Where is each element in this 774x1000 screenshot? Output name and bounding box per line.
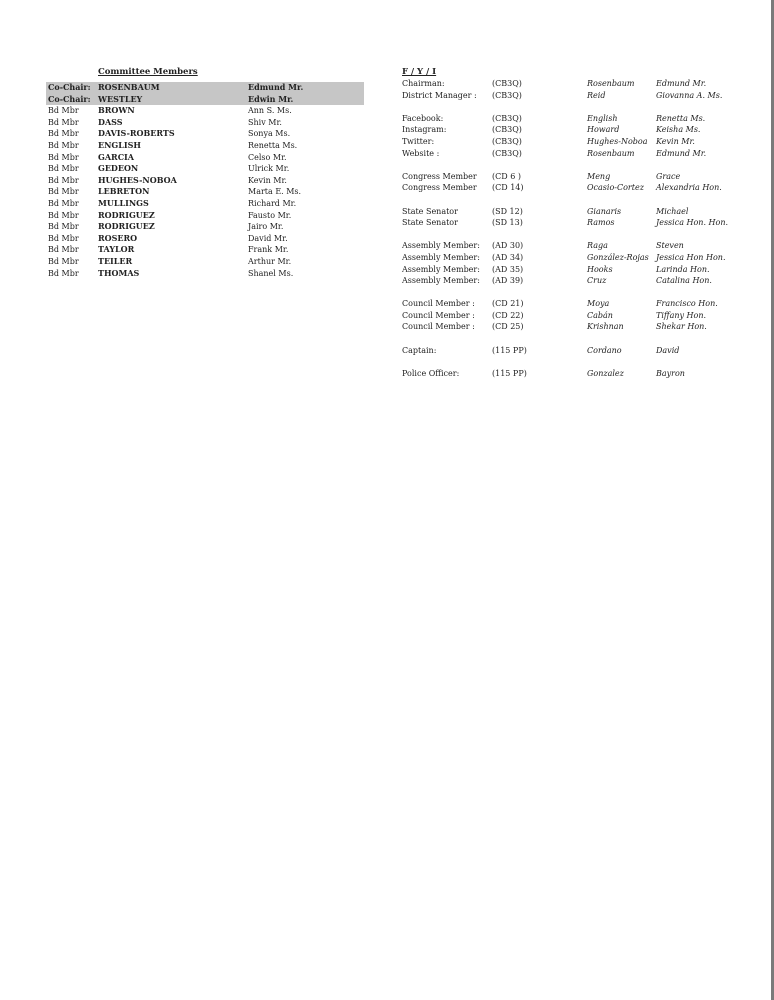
member-role: Bd Mbr [48,117,79,127]
member-role: Bd Mbr [48,175,79,185]
member-role: Bd Mbr [48,222,79,232]
member-last-name: MULLINGS [98,197,149,208]
member-role: Co-Chair: [48,93,91,104]
contact-district-code: (AD 34) [492,252,524,262]
member-role: Co-Chair: [48,82,91,92]
member-role: Bd Mbr [48,152,79,162]
fyi-contact-row [400,148,740,160]
committee-title: Committee Members [98,67,198,77]
contact-district-code: (AD 35) [492,264,524,274]
fyi-contact-row [400,252,740,264]
fyi-contact-row [400,275,740,287]
member-first-name: Shiv Mr. [248,117,282,127]
member-first-name: Fausto Mr. [248,210,292,220]
committee-member-row [46,105,364,117]
contact-title: Assembly Member: [402,276,480,286]
committee-member-row [46,256,364,268]
fyi-contact-row [400,240,740,252]
contact-last-name: Cabán [587,310,613,320]
member-role: Bd Mbr [48,187,79,197]
committee-member-row [46,198,364,210]
contact-district-code: (CD 22) [492,310,524,320]
contact-district-code: (CB3Q) [492,79,522,88]
contact-district-code: (AD 39) [492,276,524,286]
contact-title: Assembly Member: [402,264,480,274]
contact-first-name: Tiffany Hon. [656,310,707,320]
committee-member-row [46,140,364,152]
member-first-name: Celso Mr. [248,152,287,162]
contact-last-name: Meng [587,171,611,181]
member-first-name: Richard Mr. [248,198,297,208]
contact-district-code: (CB3Q) [492,90,522,100]
contact-district-code: (CB3Q) [492,136,522,146]
member-last-name: ROSERO [98,232,138,243]
contact-district-code: (AD 30) [492,241,524,251]
committee-member-row [46,152,364,164]
contact-title: State Senator [402,218,458,228]
contact-first-name: Francisco Hon. [656,299,718,309]
fyi-contact-row [400,321,740,333]
committee-member-row [46,82,364,94]
member-last-name: GARCIA [98,151,135,162]
fyi-contact-row [400,298,740,310]
row-spacer [400,356,740,368]
member-last-name: RODRIGUEZ [98,209,155,220]
committee-member-row [46,268,364,280]
contact-first-name: Shekar Hon. [656,322,707,332]
contact-title: Assembly Member: [402,241,480,251]
member-last-name: GEDEON [98,163,139,174]
contact-first-name: Edmund Mr. [656,79,707,88]
contact-title: Council Member : [402,310,475,320]
contact-last-name: Cordano [587,345,622,355]
fyi-title: F / Y / I [402,67,437,77]
member-role: Bd Mbr [48,245,79,255]
contact-last-name: González-Rojas [587,252,649,262]
contact-last-name: Krishnan [587,322,624,332]
fyi-contact-row [400,136,740,148]
contact-title: State Senator [402,206,458,216]
contact-first-name: Larinda Hon. [656,264,710,274]
contact-last-name: Reid [587,90,606,100]
fyi-contact-list [400,78,740,379]
committee-member-row [46,163,364,175]
contact-title: Instagram: [402,125,447,135]
row-spacer [400,194,740,206]
contact-title: Chairman: [402,79,445,88]
member-role: Bd Mbr [48,164,79,174]
member-role: Bd Mbr [48,140,79,150]
fyi-contact-row [400,124,740,136]
row-spacer [400,101,740,113]
member-role: Bd Mbr [48,198,79,208]
contact-title: Congress Member [402,183,477,193]
contact-district-code: (SD 12) [492,206,523,216]
fyi-contact-row [400,345,740,357]
member-last-name: DAVIS-ROBERTS [98,128,175,139]
committee-member-row [46,221,364,233]
member-last-name: THOMAS [98,267,140,278]
contact-last-name: Hooks [587,264,613,274]
member-last-name: BROWN [98,105,135,116]
member-last-name: TEILER [98,255,133,266]
contact-title: Police Officer: [402,368,460,378]
contact-last-name: Moya [587,299,610,309]
member-last-name: HUGHES-NOBOA [98,174,177,185]
contact-district-code: (115 PP) [492,345,527,355]
member-role: Bd Mbr [48,210,79,220]
contact-last-name: Cruz [587,276,607,286]
contact-first-name: Catalina Hon. [656,276,712,286]
member-last-name: ROSENBAUM [98,82,160,92]
contact-last-name: Ramos [587,218,615,228]
contact-first-name: Keisha Ms. [656,125,701,135]
contact-district-code: (115 PP) [492,368,527,378]
row-spacer [400,333,740,345]
contact-last-name: Raga [587,241,608,251]
contact-last-name: Gianaris [587,206,622,216]
contact-district-code: (CD 6 ) [492,171,521,181]
contact-title: Council Member : [402,299,475,309]
contact-last-name: Howard [587,125,620,135]
contact-title: Council Member : [402,322,475,332]
fyi-contact-row [400,78,740,90]
fyi-contact-row [400,171,740,183]
contact-last-name: Gonzalez [587,368,624,378]
contact-title: Twitter: [402,136,435,146]
contact-title: Website : [402,148,440,158]
fyi-contact-row [400,206,740,218]
fyi-contact-row [400,368,740,380]
member-role: Bd Mbr [48,129,79,139]
member-first-name: Shanel Ms. [248,268,294,278]
member-last-name: RODRIGUEZ [98,221,155,232]
contact-title: Facebook: [402,113,444,123]
member-first-name: Jairo Mr. [248,222,284,232]
contact-first-name: Edmund Mr. [656,148,707,158]
contact-district-code: (SD 13) [492,218,523,228]
member-first-name: Marta E. Ms. [248,187,302,197]
fyi-contact-row [400,90,740,102]
committee-member-row [46,186,364,198]
contact-first-name: Kevin Mr. [656,136,695,146]
fyi-contact-row [400,182,740,194]
contact-first-name: Renetta Ms. [656,113,706,123]
member-last-name: ENGLISH [98,139,141,150]
contact-first-name: Steven [656,241,684,251]
contact-last-name: Rosenbaum [587,148,635,158]
contact-title: District Manager : [402,90,477,100]
member-role: Bd Mbr [48,268,79,278]
contact-title: Assembly Member: [402,252,480,262]
contact-last-name: Rosenbaum [587,79,635,88]
member-first-name: Sonya Ms. [248,129,291,139]
contact-first-name: Grace [656,171,681,181]
member-first-name: Ann S. Ms. [248,106,292,116]
contact-first-name: David [656,345,680,355]
committee-member-row [46,175,364,187]
member-first-name: Frank Mr. [248,245,289,255]
contact-district-code: (CD 25) [492,322,524,332]
contact-last-name: English [587,113,618,123]
contact-first-name: Michael [656,206,689,216]
member-first-name: Edwin Mr. [248,93,294,104]
committee-member-row [46,117,364,129]
fyi-section [400,66,740,379]
member-last-name: DASS [98,116,123,127]
member-last-name: LEBRETON [98,186,150,197]
committee-member-row [46,233,364,245]
row-spacer [400,159,740,171]
member-last-name: TAYLOR [98,244,135,255]
contact-first-name: Jessica Hon Hon. [656,252,726,262]
fyi-contact-row [400,113,740,125]
member-first-name: Arthur Mr. [248,256,292,266]
member-role: Bd Mbr [48,106,79,116]
member-last-name: WESTLEY [98,93,143,104]
contact-first-name: Bayron [656,368,685,378]
contact-district-code: (CD 21) [492,299,524,309]
committee-member-row [46,128,364,140]
fyi-contact-row [400,264,740,276]
row-spacer [400,229,740,241]
member-first-name: Kevin Mr. [248,175,287,185]
contact-district-code: (CB3Q) [492,125,522,135]
member-first-name: David Mr. [248,233,288,243]
committee-member-list [46,82,364,279]
contact-first-name: Alexandria Hon. [656,183,722,193]
member-role: Bd Mbr [48,233,79,243]
member-first-name: Edmund Mr. [248,82,304,92]
contact-first-name: Giovanna A. Ms. [656,90,723,100]
fyi-contact-row [400,217,740,229]
contact-title: Congress Member [402,171,477,181]
contact-first-name: Jessica Hon. Hon. [656,218,729,228]
contact-title: Captain: [402,345,437,355]
contact-district-code: (CB3Q) [492,148,522,158]
committee-member-row [46,94,364,106]
row-spacer [400,287,740,299]
contact-last-name: Ocasio-Cortez [587,183,644,193]
contact-last-name: Hughes-Noboa [587,136,648,146]
contact-district-code: (CD 14) [492,183,524,193]
committee-members-section [46,66,364,279]
member-role: Bd Mbr [48,256,79,266]
committee-member-row [46,210,364,222]
member-first-name: Renetta Ms. [248,140,298,150]
member-first-name: Ulrick Mr. [248,164,290,174]
contact-district-code: (CB3Q) [492,113,522,123]
committee-member-row [46,244,364,256]
fyi-contact-row [400,310,740,322]
